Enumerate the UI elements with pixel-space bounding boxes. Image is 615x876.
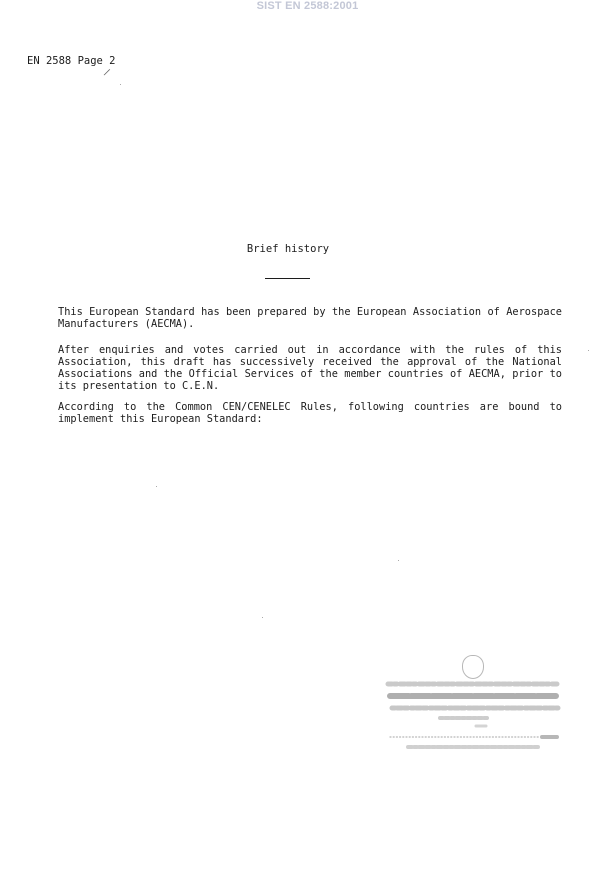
title-underline — [265, 278, 310, 279]
scan-speck — [588, 350, 589, 351]
official-stamp — [380, 650, 570, 760]
scan-speck — [262, 617, 263, 618]
pen-mark: / — [102, 67, 111, 79]
paragraph-preparation: This European Standard has been prepared by the European Association of Aerospace Manufacturers (AECMA). — [58, 306, 562, 330]
document-watermark: SIST EN 2588:2001 — [256, 0, 359, 12]
scan-speck — [398, 560, 399, 561]
section-title: Brief history — [246, 243, 330, 255]
paragraph-approval: After enquiries and votes carried out in accordance with the rules of this Association, this draft has successively received the approval of the National Associations and the Official Services of the member countries of AECMA, prior to its presentation to C.E.N. — [58, 344, 562, 392]
page-header: EN 2588 Page 2 — [27, 55, 116, 67]
paragraph-countries: According to the Common CEN/CENELEC Rules, following countries are bound to implement this European Standard: — [58, 401, 562, 425]
scan-speck — [120, 84, 121, 85]
stamp-seal-icon — [462, 655, 484, 679]
scan-speck — [156, 486, 157, 487]
